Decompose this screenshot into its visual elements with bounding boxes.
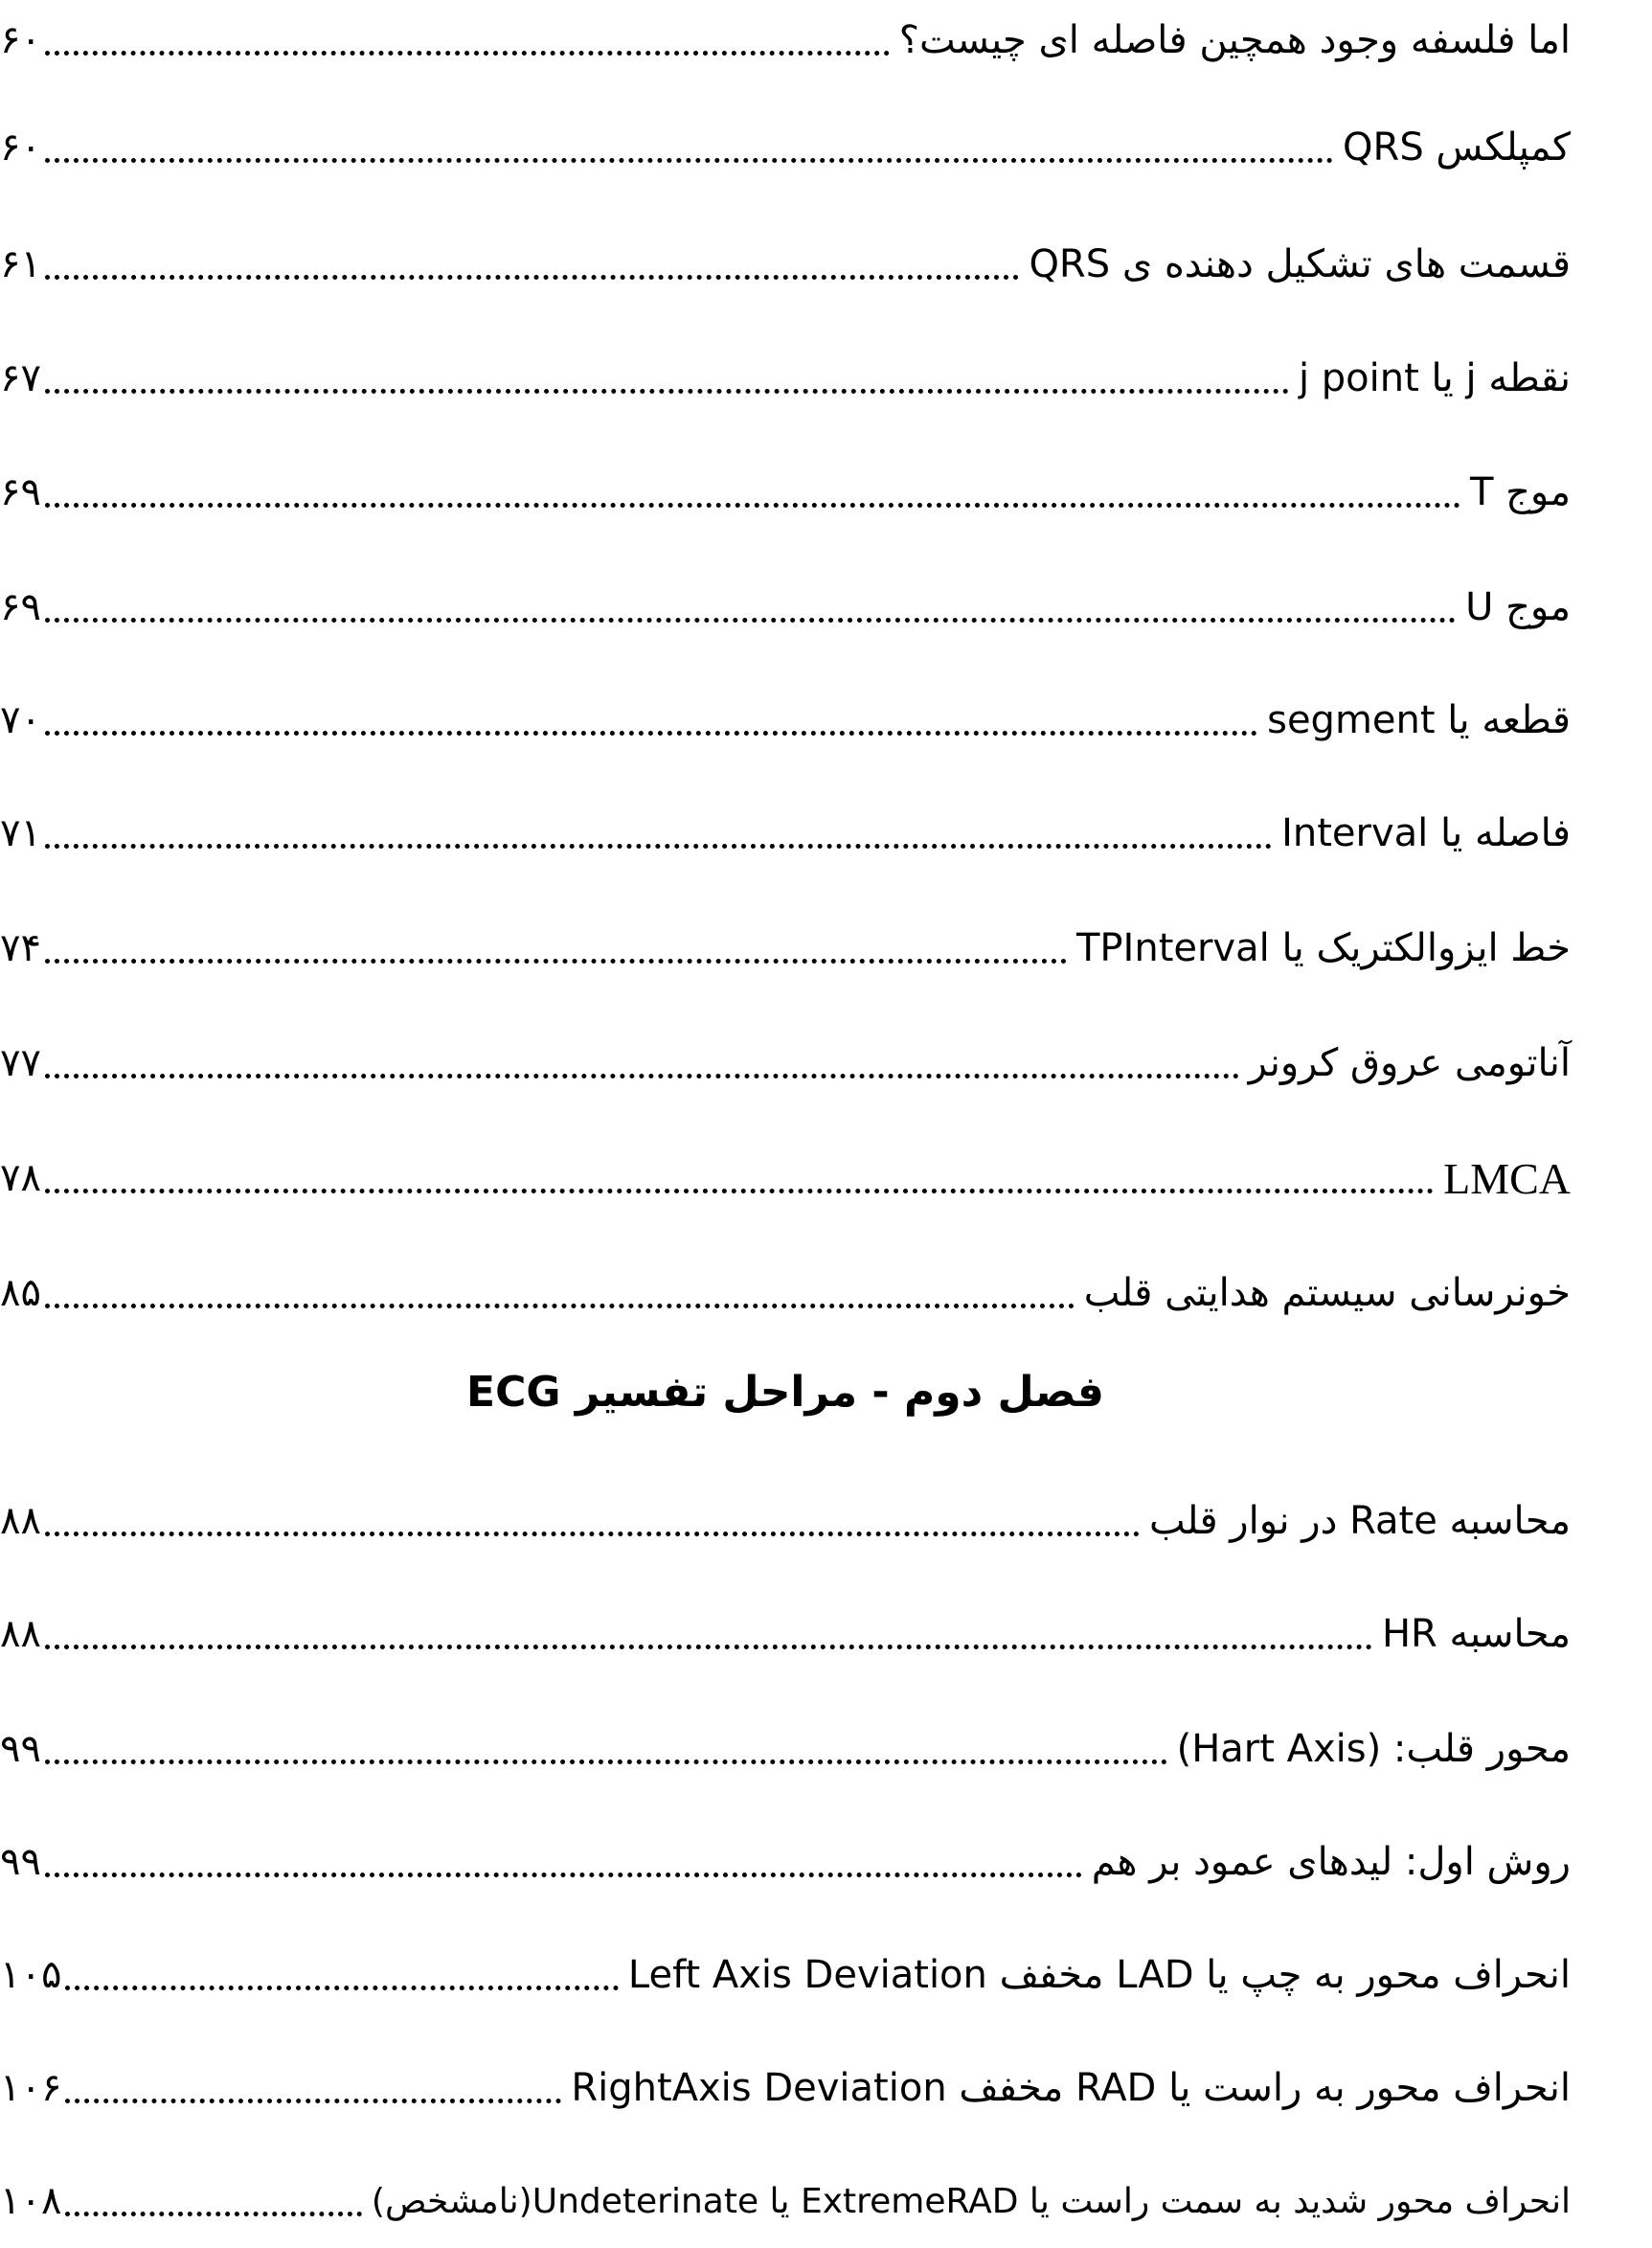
dot-leader — [45, 1873, 1082, 1877]
toc-entry-page: ۶۰ — [0, 125, 41, 170]
dot-leader — [65, 2212, 361, 2216]
toc-entry — [0, 569, 1571, 646]
toc-entry — [0, 454, 1571, 531]
toc-entry — [0, 340, 1571, 417]
toc-entry — [0, 1937, 1571, 2013]
toc-entry — [0, 910, 1571, 987]
toc-entry-page: ۱۰۸ — [0, 2179, 62, 2223]
toc-entry-page: ۸۵ — [0, 1271, 41, 1315]
dot-leader — [45, 1760, 1167, 1764]
dot-leader — [45, 844, 1272, 849]
toc-entry-page: ۷۰ — [0, 698, 41, 742]
toc-entry-page: ۹۹ — [0, 1840, 41, 1884]
toc-entry-title: انحراف محور به چپ یا LAD مخفف Left Axis Deviation — [627, 1953, 1571, 1997]
dot-leader — [65, 2099, 561, 2103]
toc-entry-title: موج T — [1469, 470, 1571, 514]
toc-entry-title: قسمت های تشکیل دهنده ی QRS — [1029, 242, 1571, 286]
toc-entry-title: محور قلب: (Hart Axis) — [1176, 1727, 1571, 1771]
toc-entry — [0, 226, 1571, 303]
dot-leader — [45, 731, 1257, 736]
toc-entry-page: ۸۸ — [0, 1499, 41, 1543]
toc-entry-title: خونرسانی سیستم هدایتی قلب — [1083, 1271, 1571, 1315]
toc-entry — [0, 1483, 1571, 1559]
toc-entry-title: محاسبه HR — [1381, 1612, 1571, 1656]
dot-leader — [45, 1189, 1434, 1193]
dot-leader — [45, 389, 1289, 394]
chapter-heading: فصل دوم - مراحل تفسیر ECG — [466, 1368, 1104, 1417]
toc-entry — [0, 1596, 1571, 1672]
toc-entry-page: ۶۰ — [0, 18, 41, 62]
toc-entry — [0, 2163, 1571, 2239]
dot-leader — [45, 1074, 1239, 1079]
toc-entry-page: ۶۱ — [0, 242, 41, 286]
toc-entry-page: ۹۹ — [0, 1727, 41, 1771]
toc-entry-page: ۷۸ — [0, 1156, 41, 1200]
dot-leader — [45, 51, 890, 56]
toc-entry — [0, 795, 1571, 872]
toc-entry-title: کمپلکس QRS — [1343, 125, 1571, 170]
toc-entry-title: موج U — [1465, 585, 1571, 629]
toc-entry — [0, 1025, 1571, 1101]
toc-entry — [0, 2050, 1571, 2126]
toc-entry-page: ۷۷ — [0, 1041, 41, 1085]
toc-entry-page: ۱۰۶ — [0, 2066, 62, 2110]
toc-entry — [0, 1255, 1571, 1331]
toc-entry-title: روش اول: لیدهای عمود بر هم — [1091, 1840, 1571, 1884]
dot-leader — [45, 275, 1019, 280]
dot-leader — [45, 618, 1456, 623]
dot-leader — [45, 1532, 1140, 1536]
toc-entry-page: ۷۴ — [0, 926, 41, 970]
toc-entry-page: ۱۰۵ — [0, 1953, 62, 1997]
dot-leader — [65, 1986, 618, 1990]
dot-leader — [45, 158, 1333, 163]
toc-entry-title: فاصله یا Interval — [1281, 811, 1571, 855]
toc-entry — [0, 1824, 1571, 1900]
toc-entry-title: انحراف محور شدید به سمت راست یا ExtremeRAD یا Undeterinate(نامشخص) — [371, 2181, 1571, 2221]
toc-entry-page: ۶۷ — [0, 356, 41, 400]
toc-entry — [0, 1140, 1571, 1216]
toc-entry-title: آناتومی عروق کرونر — [1248, 1041, 1571, 1085]
toc-entry-title: محاسبه Rate در نوار قلب — [1148, 1499, 1571, 1543]
toc-entry — [0, 682, 1571, 759]
toc-entry-title: انحراف محور به راست یا RAD مخفف RightAxis Deviation — [571, 2066, 1571, 2110]
toc-entry-page: ۶۹ — [0, 585, 41, 629]
dot-leader — [45, 1645, 1372, 1649]
toc-entry — [0, 2, 1571, 79]
dot-leader — [45, 503, 1460, 508]
dot-leader — [45, 959, 1067, 964]
dot-leader — [45, 1304, 1075, 1308]
toc-entry-page: ۷۱ — [0, 811, 41, 855]
toc-entry-page: ۸۸ — [0, 1612, 41, 1656]
toc-entry-title: نقطه j یا j point — [1298, 356, 1571, 400]
toc-entry-title: خط ایزوالکتریک یا TPInterval — [1075, 926, 1571, 970]
toc-entry — [0, 109, 1571, 186]
toc-entry-title: قطعه یا segment — [1267, 698, 1571, 742]
toc-entry-title: اما فلسفه وجود همچین فاصله ای چیست؟ — [898, 18, 1571, 62]
toc-entry-page: ۶۹ — [0, 470, 41, 514]
toc-entry — [0, 1711, 1571, 1787]
toc-entry-title: LMCA — [1443, 1153, 1571, 1203]
